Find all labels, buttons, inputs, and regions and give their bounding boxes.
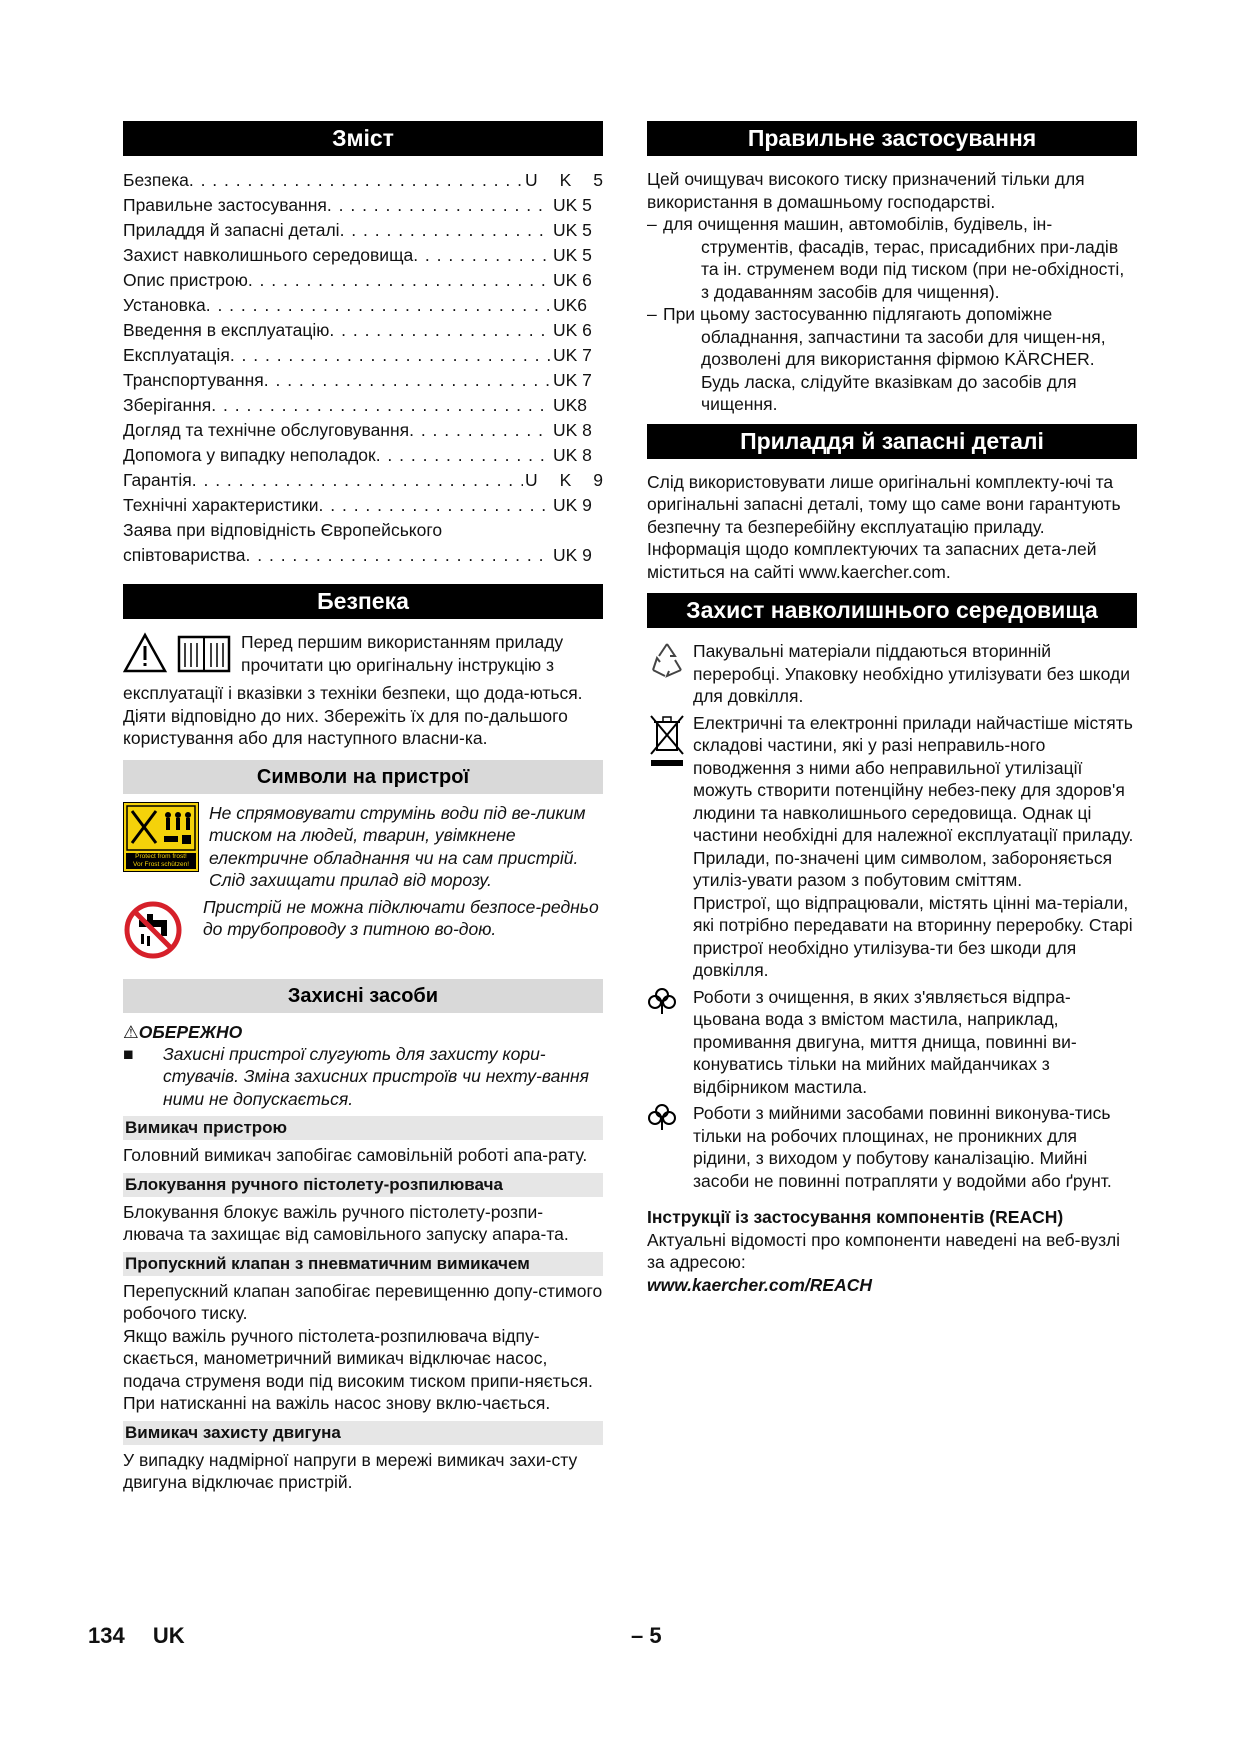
env-oil-row <box>647 986 1137 1099</box>
proper-use-heading: Правильне застосування <box>647 121 1137 156</box>
toc-entry-title: Правильне застосування <box>123 195 327 215</box>
recycle-icon <box>647 640 693 708</box>
oil-text: Роботи з очищення, в яких з'являється відпра-цьована вода з вмістом мастила, наприклад, промивання двигуна, миття днища, повинні ви-конуватись тільки на мийних майданчиках з відбірником мастила. <box>693 986 1077 1097</box>
frost-label-line2: Vor Frost schützen! <box>133 860 189 868</box>
symbol-water-text: Пристрій не можна підключати безпосе-редньо до трубопроводу з питною во-дою. <box>203 896 599 939</box>
subheading-motor-protection: Вимикач захисту двигуна <box>123 1421 603 1445</box>
language-code: UK <box>152 1623 185 1648</box>
safety-heading: Безпека <box>123 584 603 619</box>
toc-entry-title: Гарантія <box>123 470 192 490</box>
toc-entry[interactable] <box>123 468 626 493</box>
safety-line2: прочитати цю оригінальну інструкцію з <box>241 654 554 675</box>
env-weee-row <box>647 712 1137 982</box>
no-drinking-water-icon <box>123 900 183 965</box>
toc-entry-page: UK 6 <box>553 320 592 340</box>
subheading-bypass-valve: Пропускний клапан з пневматичним вимикачем <box>123 1252 603 1276</box>
environment-tree-icon <box>647 1102 693 1192</box>
environment-heading: Захист навколишнього середовища <box>647 593 1137 628</box>
symbols-heading: Символи на пристрої <box>123 760 603 794</box>
accessories-text-1: Слід використовувати лише оригінальні комплекту-ючі та оригінальні запасні деталі, тому що саме вони гарантують безпечну та безперебійну експлуатацію приладу. <box>647 471 1121 537</box>
symbol-warning-text: Не спрямовувати струмінь води під ве-ликим тиском на людей, тварин, увімкнене електричне обладнання чи на сам пристрій. <box>209 802 586 868</box>
toc-entry[interactable] <box>123 318 603 343</box>
warning-manual-icons <box>123 631 235 682</box>
right-column <box>647 121 1137 1296</box>
toc-entry-page: UK 5 <box>553 195 592 215</box>
motor-protection-text: У випадку надмірної напруги в мережі вимикач захи-сту двигуна відключає пристрій. <box>123 1449 578 1492</box>
toc-entry-title: Приладдя й запасні деталі <box>123 220 340 240</box>
environment-tree-icon <box>647 986 693 1099</box>
toc-entry-page: UK 5 <box>553 245 592 265</box>
toc-entry-page: UK 8 <box>553 420 592 440</box>
bypass-valve-text-b: Якщо важіль ручного пістолета-розпилювача відпу-скається, манометричний вимикач відключає насос, подача струменя води під високим тиском припи-няється. При натисканні на важіль насос знову вклю-чається. <box>123 1325 593 1413</box>
toc-entry[interactable] <box>123 243 603 268</box>
detergent-text: Роботи з мийними засобами повинні виконува-тись тільки на робочих площинах, не проникних для рідини, з виходом у побутову каналізацію. Мийні засоби не повинні потрапляти у водойми або ґрунт. <box>693 1103 1112 1191</box>
bypass-valve-text-a: Перепускний клапан запобігає перевищенню допу-стимого робочого тиску. <box>123 1280 603 1323</box>
accessories-heading: Приладдя й запасні деталі <box>647 424 1137 459</box>
toc-leader-dots <box>192 468 523 493</box>
toc-leader-dots <box>230 343 551 368</box>
toc-leader-dots <box>264 368 551 393</box>
toc-entry-title: Введення в експлуатацію <box>123 320 330 340</box>
toc-entry[interactable] <box>123 193 603 218</box>
warning-triangle-icon <box>123 631 235 677</box>
toc-entry-title: Захист навколишнього середовища <box>123 245 414 265</box>
symbol-frost-text: Слід захищати прилад від морозу. <box>209 870 492 890</box>
toc-entry-title: Транспортування <box>123 370 264 390</box>
toc-leader-dots <box>246 543 551 568</box>
toc-entry-title: Опис пристрою <box>123 270 248 290</box>
proper-use-dash-1: – для очищення машин, автомобілів, будівель, ін- струментів, фасадів, терас, присадибних при-ладів та ін. струменем води під тиском (при не-обхідності, з додаванням засобів для чищення). <box>647 214 1125 302</box>
page-number: 134 <box>88 1623 125 1648</box>
toc-entry[interactable] <box>123 218 603 243</box>
toc-entry[interactable] <box>123 443 603 468</box>
toc-entry[interactable] <box>123 418 603 443</box>
toc-entry-page: UK 7 <box>553 345 592 365</box>
toc-entry-page: UK8 <box>553 395 588 415</box>
toc-entry[interactable] <box>123 493 603 518</box>
device-switch-text: Головний вимикач запобігає самовільній роботі апа-рату. <box>123 1145 588 1165</box>
toc-entry[interactable] <box>123 368 603 393</box>
footer-page-number <box>88 1623 185 1649</box>
env-detergent-row <box>647 1102 1137 1192</box>
proper-use-dash-2: – При цьому застосуванню підлягають допоміжне обладнання, запчастини та засоби для чищен-ня, дозволені для використання фірмою KÄRCHER. Будь ласка, слідуйте вказівкам до засобів для чищення. <box>647 304 1106 414</box>
recycle-text: Пакувальні матеріали піддаються вторинній переробці. Упаковку необхідно утилізувати без шкоди для довкілля. <box>693 641 1130 706</box>
env-recycle-row <box>647 640 1137 708</box>
toc-entry-title: Допомога у випадку неполадок <box>123 445 376 465</box>
gun-lock-text: Блокування блокує важіль ручного пістолету-розпи-лювача та захищає від самовільного запуску апара-та. <box>123 1201 569 1244</box>
toc-leader-dots <box>329 318 551 343</box>
crossed-bin-icon <box>647 712 693 982</box>
toc-leader-dots <box>211 393 551 418</box>
toc-entry[interactable] <box>123 393 603 418</box>
toc-leader-dots <box>319 493 551 518</box>
reach-heading: Інструкції із застосування компонентів (REACH) <box>647 1207 1064 1227</box>
toc-entry-page: UK6 <box>553 295 588 315</box>
toc-entry-page: UK5 <box>525 170 626 190</box>
weee-text: Електричні та електронні прилади найчастіше містять складові частини, які у разі неправиль-ного поводження з ними або неправильної утилізації можуть створити потенційну небез-пеку для здоров'я людини та навколишнього середовища. Однак ці частини необхідні для належної експлуатації приладу. Прилади, по-значені цим символом, забороняється утиліз-увати разом з побутовим сміттям. <box>693 712 1134 890</box>
caution-icon: ⚠ <box>123 1021 139 1042</box>
safety-intro <box>123 631 603 682</box>
subheading-device-switch: Вимикач пристрою <box>123 1116 603 1140</box>
frost-label-line1: Protect from frost! <box>135 852 187 860</box>
toc-leader-dots <box>413 243 551 268</box>
toc-entry-title: співтовариства <box>123 545 246 565</box>
toc-entry-page: UK 6 <box>553 270 592 290</box>
symbol-water-row <box>123 896 603 965</box>
protective-heading: Захисні засоби <box>123 979 603 1013</box>
manual-book-icon <box>179 637 229 671</box>
toc-entry-title: Зберігання <box>123 395 212 415</box>
subheading-gun-lock: Блокування ручного пістолету-розпилювача <box>123 1173 603 1197</box>
safety-line1: Перед першим використанням приладу <box>241 632 564 652</box>
toc-leader-dots <box>409 418 551 443</box>
toc-entry-title: Безпека <box>123 170 189 190</box>
symbol-warning-row <box>123 802 603 892</box>
caution-label: ⚠ОБЕРЕЖНО <box>123 1021 243 1042</box>
accessories-text-2: Інформація щодо комплектуючих та запасних дета-лей міститься на сайті www.kaercher.com. <box>647 539 1097 582</box>
no-spray-icon <box>124 803 198 853</box>
bullet-square-icon: ■ <box>123 1043 134 1064</box>
reach-text: Актуальні відомості про компоненти наведені на веб-вузлі за адресою: <box>647 1229 1121 1272</box>
toc-entry[interactable] <box>123 293 603 318</box>
toc-entry-page: UK 7 <box>553 370 592 390</box>
toc-leader-dots <box>206 293 551 318</box>
toc-entry[interactable] <box>123 343 603 368</box>
toc-entry-title: Догляд та технічне обслуговування <box>123 420 410 440</box>
weee-text-2: Пристрої, що відпрацювали, містять цінні ма-теріали, які потрібно передавати на вторинну переробку. Старі пристрої необхідно утилізува-ти без шкоди для довкілля. <box>693 892 1133 980</box>
reach-url-link[interactable]: www.kaercher.com/REACH <box>647 1274 872 1295</box>
toc-entry[interactable] <box>123 268 603 293</box>
toc-entry-page: UK 5 <box>553 220 592 240</box>
toc-entry[interactable] <box>123 543 603 568</box>
toc-entry[interactable] <box>123 168 626 193</box>
caution-bullet: ■ Захисні пристрої слугують для захисту кори-стувачів. Зміна захисних пристроїв чи нехту-вання ними не допускається. <box>123 1043 589 1109</box>
toc-leader-dots <box>189 168 523 193</box>
toc-entry-page: UK 9 <box>553 545 592 565</box>
proper-use-intro: Цей очищувач високого тиску призначений тільки для використання в домашньому господарстві. <box>647 169 1085 212</box>
toc-leader-dots <box>376 443 551 468</box>
toc-entry-title: Експлуатація <box>123 345 230 365</box>
toc-entry-multiline-first[interactable]: Заява при відповідність Європейського <box>123 520 443 540</box>
toc-entry-title: Технічні характеристики <box>123 495 319 515</box>
toc-heading: Зміст <box>123 121 603 156</box>
toc-entry-page: UK9 <box>525 470 626 490</box>
toc-entry-title: Установка <box>123 295 206 315</box>
no-spray-warning-label <box>123 802 199 872</box>
toc-list <box>123 168 626 568</box>
left-column <box>123 121 626 1494</box>
footer-center-page: – 5 <box>631 1623 662 1648</box>
toc-leader-dots <box>340 218 551 243</box>
safety-text: експлуатації і вказівки з техніки безпеки, що дода-ються. Діяти відповідно до них. Збережіть їх для по-дальшого користування або для наступного власни-ка. <box>123 683 583 748</box>
toc-entry-page: UK 8 <box>553 445 592 465</box>
toc-entry-page: UK 9 <box>553 495 592 515</box>
toc-leader-dots <box>248 268 551 293</box>
toc-leader-dots <box>327 193 551 218</box>
